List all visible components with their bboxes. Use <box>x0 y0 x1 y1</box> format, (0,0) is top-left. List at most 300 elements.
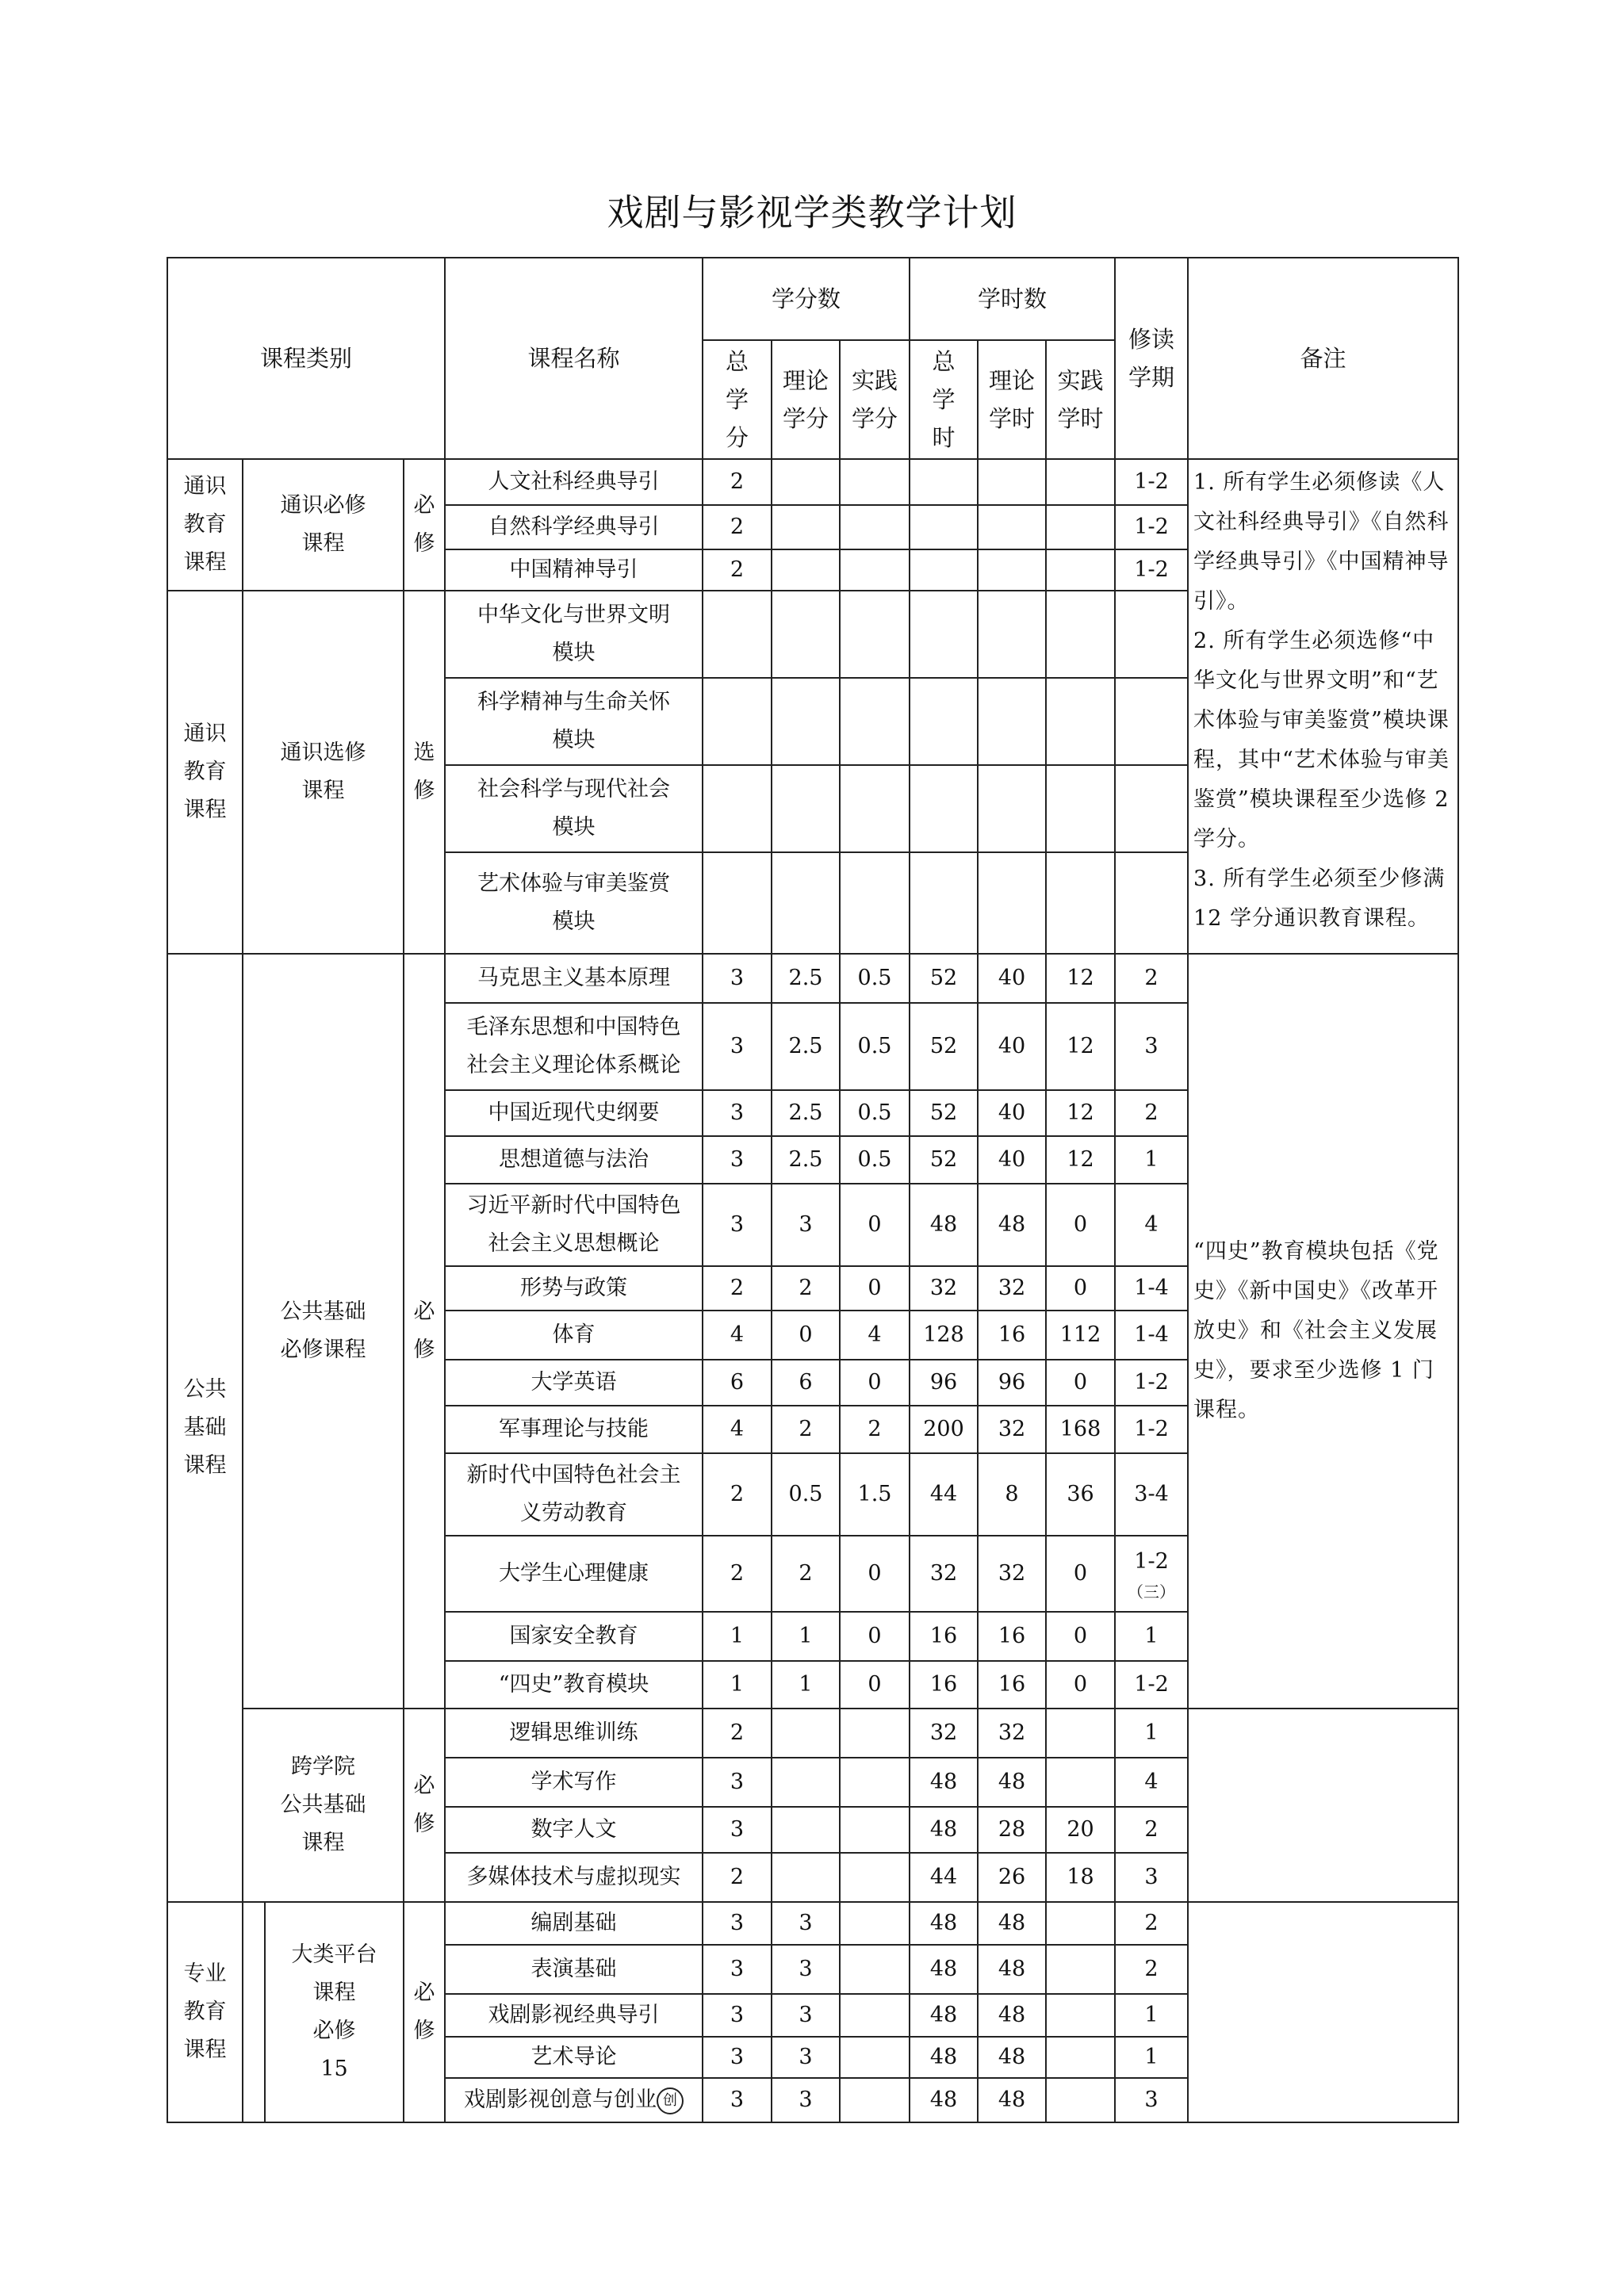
label-line: 专业 <box>183 1961 227 1986</box>
cell-semester: 1-2 <box>1115 549 1188 591</box>
cell-total-credits: 2 <box>703 1536 772 1612</box>
cell-total-hours: 48 <box>910 1807 978 1853</box>
cell-theory-hours <box>978 549 1046 591</box>
course-name <box>445 954 703 1003</box>
cell-practice-hours <box>1046 1902 1115 1945</box>
semester-value: 1-4 <box>1134 1276 1169 1300</box>
empty-cell <box>978 678 1046 765</box>
cell-total-credits: 6 <box>703 1360 772 1406</box>
label-line: 新时代中国特色社会主 <box>466 1462 681 1487</box>
cell-theory-hours: 16 <box>978 1612 1046 1661</box>
cell-semester: 1 <box>1115 2037 1188 2078</box>
cell-theory-hours: 48 <box>978 1184 1046 1266</box>
label-line: 修 <box>413 778 435 803</box>
cell-total-credits: 1 <box>703 1661 772 1709</box>
label-line: 15 <box>320 2056 348 2081</box>
cell-semester: 1-2 <box>1115 505 1188 549</box>
cell-total-hours: 16 <box>910 1661 978 1709</box>
label-line: 必 <box>413 492 435 518</box>
empty-cell <box>978 852 1046 954</box>
cell-practice-hours <box>1046 1994 1115 2037</box>
cell-practice-hours <box>1046 2037 1115 2078</box>
cell-semester: 1-2 <box>1115 459 1188 505</box>
empty-cell <box>840 852 910 954</box>
type-required-text <box>414 487 435 563</box>
label-line: 课程 <box>301 530 345 556</box>
cell-total-credits: 3 <box>703 1902 772 1945</box>
cell-total-hours: 52 <box>910 954 978 1003</box>
empty-cell <box>703 765 772 852</box>
empty-cell <box>840 591 910 678</box>
cell-total-hours: 32 <box>910 1709 978 1758</box>
course-name-text <box>499 1410 649 1448</box>
empty-cell <box>772 591 840 678</box>
label-line: 艺术体验与审美鉴赏 <box>477 871 671 896</box>
cell-total-credits: 2 <box>703 1853 772 1902</box>
cell-total-hours: 96 <box>910 1360 978 1406</box>
cell-theory-credits <box>772 1853 840 1902</box>
cell-theory-hours: 8 <box>978 1453 1046 1536</box>
semester-value: 4 <box>1144 1212 1159 1237</box>
course-name <box>445 1184 703 1266</box>
label-line: 修 <box>413 530 435 556</box>
course-name-text <box>520 1269 627 1307</box>
header-practice-hours <box>1046 340 1115 459</box>
cell-practice-hours: 12 <box>1046 1090 1115 1136</box>
label-line: 课程 <box>301 1830 345 1855</box>
cell-semester <box>1115 1406 1188 1453</box>
course-name-text: 戏剧影视经典导引 <box>488 2003 660 2027</box>
cell-total-hours: 44 <box>910 1453 978 1536</box>
cell-practice-credits <box>840 1994 910 2037</box>
cell-practice-credits: 0 <box>840 1661 910 1709</box>
label-line: “四史”教育模块 <box>498 1672 649 1697</box>
header-theory-credits-text <box>783 362 829 438</box>
label-line: 公共 <box>183 1376 227 1402</box>
cell-total-credits: 1 <box>703 1612 772 1661</box>
label-line: 修读 <box>1128 325 1175 353</box>
cell-practice-credits: 0.5 <box>840 1090 910 1136</box>
cell-theory-credits: 2.5 <box>772 954 840 1003</box>
cell-theory-credits: 2.5 <box>772 1090 840 1136</box>
header-practice-hours-text <box>1058 362 1104 438</box>
semester-value: 1-2 <box>1134 1417 1169 1441</box>
cell-theory-credits <box>772 1709 840 1758</box>
cell-total-credits: 3 <box>703 1003 772 1090</box>
course-name <box>445 1945 703 1994</box>
course-name: 逻辑思维训练 <box>445 1709 703 1758</box>
label-line: 课程 <box>183 1452 227 1478</box>
cell-practice-hours: 0 <box>1046 1536 1115 1612</box>
label-line: 教育 <box>183 1999 227 2024</box>
course-name: 自然科学经典导引 <box>445 505 703 549</box>
cell-theory-hours: 16 <box>978 1661 1046 1709</box>
label-line: 国家安全教育 <box>509 1624 638 1648</box>
header-notes: 备注 <box>1188 258 1458 459</box>
cell-theory-hours: 48 <box>978 1945 1046 1994</box>
subcategory-cross-college <box>243 1709 404 1902</box>
course-name <box>445 678 703 765</box>
cell-theory-hours: 40 <box>978 1090 1046 1136</box>
header-practice-credits <box>840 340 910 459</box>
cell-practice-hours: 36 <box>1046 1453 1115 1536</box>
course-name-text: 戏剧影视创意与创业 <box>464 2087 657 2112</box>
subcategory-platform <box>265 1902 404 2122</box>
cell-practice-credits: 0.5 <box>840 1136 910 1184</box>
label-line: 学 <box>726 385 749 413</box>
label-line: 学分 <box>852 404 898 432</box>
cell-practice-hours: 20 <box>1046 1807 1115 1853</box>
cell-total-credits: 4 <box>703 1311 772 1360</box>
empty-cell <box>772 852 840 954</box>
course-name-text <box>467 1008 681 1085</box>
type-required <box>404 459 445 591</box>
label-line: 通识必修 <box>280 492 366 518</box>
label-line: 模块 <box>552 727 596 752</box>
cell-practice-hours: 0 <box>1046 1266 1115 1311</box>
header-row-1 <box>167 258 1458 340</box>
cell-total-credits: 3 <box>703 1090 772 1136</box>
cell-total-hours: 200 <box>910 1406 978 1453</box>
label-line: 跨学院 <box>291 1754 355 1779</box>
label-line: 大学英语 <box>530 1370 617 1395</box>
label-line: 时 <box>932 423 956 451</box>
category-public-foundation <box>167 954 243 1902</box>
cell-total-credits: 3 <box>703 1807 772 1853</box>
cell-practice-credits <box>840 1758 910 1807</box>
course-name <box>445 1902 703 1945</box>
empty-cell <box>1046 591 1115 678</box>
empty-cell <box>978 765 1046 852</box>
course-name-text <box>531 1364 617 1402</box>
cell-theory-credits <box>772 505 840 549</box>
label-line: 总 <box>932 347 956 375</box>
empty-cell <box>1115 591 1188 678</box>
cell-total-credits: 3 <box>703 1994 772 2037</box>
cell-theory-credits: 6 <box>772 1360 840 1406</box>
cell-total-credits: 3 <box>703 1136 772 1184</box>
type-required-text <box>414 1293 435 1369</box>
cell-total-credits: 3 <box>703 1758 772 1807</box>
cell-semester <box>1115 1003 1188 1090</box>
cell-total-hours: 16 <box>910 1612 978 1661</box>
cell-practice-credits <box>840 1902 910 1945</box>
notes-empty <box>1188 1709 1458 1902</box>
empty-cell <box>910 678 978 765</box>
cell-total-hours: 48 <box>910 2037 978 2078</box>
cell-practice-hours <box>1046 1945 1115 1994</box>
cell-theory-hours: 32 <box>978 1406 1046 1453</box>
semester-value: 1-2 <box>1134 1549 1169 1574</box>
cell-practice-credits <box>840 2037 910 2078</box>
category-major-education-text <box>184 1955 227 2069</box>
label-line: 社会主义理论体系概论 <box>466 1052 681 1077</box>
course-name-text <box>510 1617 638 1655</box>
semester-value: 3 <box>1144 1034 1159 1058</box>
empty-cell <box>840 678 910 765</box>
label-line: 学时 <box>1057 404 1104 432</box>
course-name-text: 表演基础 <box>530 1957 617 1981</box>
cell-theory-hours: 32 <box>978 1536 1046 1612</box>
cell-practice-hours: 12 <box>1046 1003 1115 1090</box>
category-general-education-text <box>184 468 227 582</box>
label-line: 修 <box>413 2018 435 2043</box>
course-name: 数字人文 <box>445 1807 703 1853</box>
course-name <box>445 591 703 678</box>
category-general-education-elective-text <box>184 715 227 829</box>
empty-cell <box>772 765 840 852</box>
cell-semester <box>1115 1612 1188 1661</box>
cell-theory-hours: 48 <box>978 2078 1046 2122</box>
cell-practice-hours: 12 <box>1046 954 1115 1003</box>
cell-theory-credits: 3 <box>772 2078 840 2122</box>
course-name <box>445 2037 703 2078</box>
course-name-text <box>553 1316 596 1354</box>
course-name-text <box>499 1555 649 1593</box>
course-name-text <box>477 959 670 997</box>
cell-total-hours <box>910 505 978 549</box>
cell-practice-credits: 1.5 <box>840 1453 910 1536</box>
semester-value: 2 <box>1144 1100 1159 1125</box>
course-name <box>445 1453 703 1536</box>
label-line: 教育 <box>183 511 227 537</box>
empty-cell <box>1046 852 1115 954</box>
cell-semester: 1 <box>1115 1994 1188 2037</box>
course-name <box>445 1536 703 1612</box>
cell-semester <box>1115 1360 1188 1406</box>
note-item: 1. 所有学生必须修读《人文社科经典导引》《自然科学经典导引》《中国精神导引》。 <box>1193 470 1450 614</box>
header-course-name: 课程名称 <box>445 258 703 459</box>
cell-practice-credits <box>840 505 910 549</box>
semester-value: 2 <box>1144 966 1159 990</box>
course-name <box>445 1994 703 2037</box>
cell-total-hours: 48 <box>910 1945 978 1994</box>
notes-empty <box>1188 1902 1458 2122</box>
cell-practice-hours <box>1046 1709 1115 1758</box>
label-line: 理论 <box>989 366 1036 394</box>
course-name-text <box>499 1666 649 1704</box>
cell-practice-credits: 0 <box>840 1184 910 1266</box>
category-general-education <box>167 459 243 591</box>
cell-total-hours: 52 <box>910 1090 978 1136</box>
cell-theory-hours: 28 <box>978 1807 1046 1853</box>
header-theory-credits <box>772 340 840 459</box>
header-semester <box>1115 258 1188 459</box>
cell-total-hours: 48 <box>910 1758 978 1807</box>
header-theory-hours <box>978 340 1046 459</box>
cell-total-credits: 4 <box>703 1406 772 1453</box>
cell-total-hours: 44 <box>910 1853 978 1902</box>
cell-practice-credits: 2 <box>840 1406 910 1453</box>
header-credits-group: 学分数 <box>703 258 910 340</box>
cell-semester: 1 <box>1115 1709 1188 1758</box>
cell-practice-credits: 0 <box>840 1360 910 1406</box>
label-line: 模块 <box>552 909 596 934</box>
semester-note: （三） <box>1128 1582 1176 1601</box>
cell-semester <box>1115 1311 1188 1360</box>
cell-semester: 3 <box>1115 1853 1188 1902</box>
label-line: 修 <box>413 1337 435 1362</box>
cell-total-hours: 52 <box>910 1136 978 1184</box>
empty-cell <box>703 678 772 765</box>
course-name <box>445 1406 703 1453</box>
cell-semester <box>1115 1090 1188 1136</box>
course-name-text <box>467 1456 681 1533</box>
cell-practice-credits <box>840 1853 910 1902</box>
course-name <box>445 1090 703 1136</box>
label-line: 课程 <box>301 778 345 803</box>
cell-theory-hours: 40 <box>978 954 1046 1003</box>
cell-total-hours: 32 <box>910 1266 978 1311</box>
cell-total-credits: 3 <box>703 1945 772 1994</box>
label-line: 必修 <box>312 2018 356 2043</box>
empty-cell <box>1046 765 1115 852</box>
subcategory-general-elective-text <box>281 734 366 810</box>
label-line: 课程 <box>183 549 227 575</box>
cell-theory-credits: 2 <box>772 1406 840 1453</box>
cell-practice-credits <box>840 1709 910 1758</box>
semester-value: 3-4 <box>1134 1482 1169 1506</box>
type-required-text <box>414 1767 435 1843</box>
category-public-foundation-text <box>184 1371 227 1485</box>
label-line: 课程 <box>183 797 227 822</box>
empty-cell <box>1115 678 1188 765</box>
table-row <box>167 1709 1458 1758</box>
label-line: 课程 <box>183 2037 227 2062</box>
label-line: 基础 <box>183 1414 227 1440</box>
label-line: 中国近现代史纲要 <box>488 1100 660 1125</box>
label-line: 模块 <box>552 814 596 840</box>
cell-semester <box>1115 1661 1188 1709</box>
cell-practice-hours: 112 <box>1046 1311 1115 1360</box>
label-line: 实践 <box>852 366 898 394</box>
table-row <box>167 954 1458 1003</box>
label-line: 习近平新时代中国特色 <box>466 1192 681 1218</box>
cell-practice-hours: 0 <box>1046 1360 1115 1406</box>
label-line: 公共基础 <box>280 1792 366 1817</box>
cell-theory-hours: 26 <box>978 1853 1046 1902</box>
header-total-credits-text <box>726 342 749 457</box>
label-line: 毛泽东思想和中国特色 <box>466 1014 681 1039</box>
page-title: 戏剧与影视学类教学计划 <box>607 191 1017 234</box>
semester-value: 1-2 <box>1134 1672 1169 1697</box>
label-line: 体育 <box>552 1322 596 1347</box>
header-semester-text <box>1128 320 1174 396</box>
header-total-credits <box>703 340 772 459</box>
table-row <box>167 1902 1458 1945</box>
cell-theory-credits: 2 <box>772 1536 840 1612</box>
label-line: 学分 <box>783 404 829 432</box>
type-required-text <box>414 1974 435 2050</box>
cell-theory-credits: 2 <box>772 1266 840 1311</box>
empty-cell <box>772 678 840 765</box>
label-line: 通识选修 <box>280 740 366 765</box>
course-name <box>445 1136 703 1184</box>
cell-practice-hours: 0 <box>1046 1612 1115 1661</box>
course-name <box>445 1360 703 1406</box>
type-required <box>404 1902 445 2122</box>
cell-total-hours: 48 <box>910 1902 978 1945</box>
cell-theory-hours: 48 <box>978 1758 1046 1807</box>
cell-semester <box>1115 954 1188 1003</box>
cell-total-hours <box>910 549 978 591</box>
label-line: 总 <box>726 347 749 375</box>
label-line: 实践 <box>1057 366 1104 394</box>
cell-theory-hours: 40 <box>978 1003 1046 1090</box>
cell-practice-credits: 0 <box>840 1536 910 1612</box>
course-name <box>445 1612 703 1661</box>
cell-semester <box>1115 1536 1188 1612</box>
semester-value: 1 <box>1144 1624 1159 1648</box>
label-line: 通识 <box>183 473 227 499</box>
cell-total-credits: 2 <box>703 1709 772 1758</box>
course-name <box>445 1311 703 1360</box>
cell-total-credits: 2 <box>703 459 772 505</box>
header-practice-credits-text <box>852 362 898 438</box>
cell-total-credits: 2 <box>703 505 772 549</box>
type-elective-text <box>414 734 435 810</box>
empty-cell <box>910 852 978 954</box>
cell-practice-hours: 18 <box>1046 1853 1115 1902</box>
semester-value: 1 <box>1144 1147 1159 1172</box>
cell-semester <box>1115 1266 1188 1311</box>
label-line: 理论 <box>783 366 829 394</box>
cell-theory-hours: 40 <box>978 1136 1046 1184</box>
label-line: 中华文化与世界文明 <box>477 602 671 627</box>
category-general-education-elective <box>167 591 243 954</box>
table-row <box>167 459 1458 505</box>
course-name: 中国精神导引 <box>445 549 703 591</box>
cell-semester: 3 <box>1115 2078 1188 2122</box>
label-line: 必 <box>413 1980 435 2005</box>
label-line: 科学精神与生命关怀 <box>477 689 671 714</box>
cell-total-hours: 48 <box>910 1994 978 2037</box>
empty-cell <box>1046 678 1115 765</box>
label-line: 教育 <box>183 759 227 784</box>
cell-theory-hours: 32 <box>978 1709 1046 1758</box>
course-name <box>445 1661 703 1709</box>
subcategory-general-required <box>243 459 404 591</box>
empty-cell <box>910 765 978 852</box>
empty-cell <box>910 591 978 678</box>
cell-theory-credits <box>772 549 840 591</box>
cell-practice-hours: 168 <box>1046 1406 1115 1453</box>
label-line: 大类平台 <box>291 1942 377 1967</box>
label-line: 社会主义思想概论 <box>488 1230 660 1256</box>
label-line: 军事理论与技能 <box>499 1417 649 1441</box>
cell-theory-credits: 3 <box>772 2037 840 2078</box>
type-elective <box>404 591 445 954</box>
empty-cell <box>978 591 1046 678</box>
cell-total-credits: 2 <box>703 1266 772 1311</box>
course-name: 人文社科经典导引 <box>445 459 703 505</box>
cell-practice-credits <box>840 549 910 591</box>
label-line: 学 <box>932 385 956 413</box>
label-line: 课程 <box>312 1980 356 2005</box>
cell-total-credits: 3 <box>703 2078 772 2122</box>
course-name-text <box>477 596 670 672</box>
cell-theory-credits: 0.5 <box>772 1453 840 1536</box>
label-line: 选 <box>413 740 435 765</box>
label-line: 大学生心理健康 <box>499 1561 649 1586</box>
course-name-text <box>467 1187 681 1263</box>
cell-practice-credits <box>840 1807 910 1853</box>
cell-total-credits: 3 <box>703 1184 772 1266</box>
cell-theory-hours: 48 <box>978 2037 1046 2078</box>
cell-total-hours: 48 <box>910 1184 978 1266</box>
label-line: 社会科学与现代社会 <box>477 776 671 802</box>
course-name <box>445 765 703 852</box>
